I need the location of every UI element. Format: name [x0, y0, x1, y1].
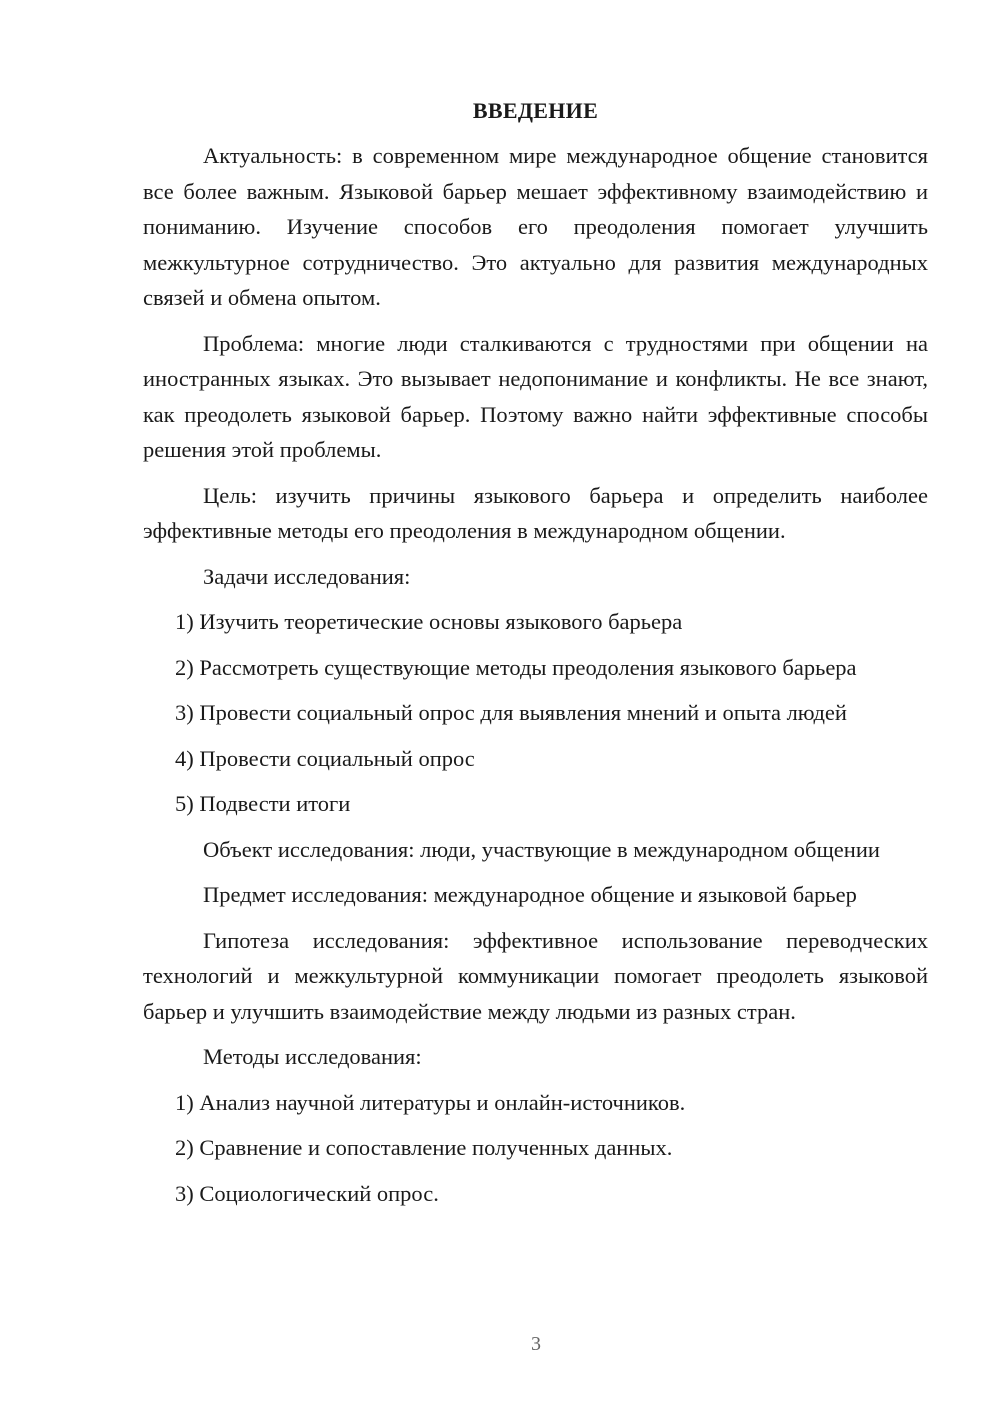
- task-item: 3) Провести социальный опрос для выявления мнений и опыта людей: [175, 700, 847, 725]
- subject-paragraph: Предмет исследования: международное общение и языковой барьер: [203, 882, 857, 907]
- object-paragraph: Объект исследования: люди, участвующие в международном общении: [203, 836, 880, 862]
- hypothesis-paragraph: Гипотеза исследования: эффективное использование переводческих технологий и межкультурной коммуникации помогает преодолеть языковой барьер и улучшить взаимодействие между людьми из разных стран.: [143, 927, 928, 1024]
- task-item: 1) Изучить теоретические основы языкового барьера: [175, 609, 683, 634]
- task-item: 4) Провести социальный опрос: [175, 745, 475, 771]
- methods-heading: Методы исследования:: [203, 1044, 422, 1069]
- relevance-paragraph: Актуальность: в современном мире международное общение становится все более важным. Языковой барьер мешает эффективному взаимодействию и пониманию. Изучение способов его преодоления помогает улучшить межкультурное сотрудничество. Это актуально для развития международных связей и обмена опытом.: [143, 143, 928, 310]
- page-number: 3: [531, 1333, 541, 1355]
- method-item: 3) Социологический опрос.: [175, 1180, 439, 1206]
- problem-paragraph: Проблема: многие люди сталкиваются с трудностями при общении на иностранных языках. Это вызывает недопонимание и конфликты. Не все знают, как преодолеть языковой барьер. Поэтому важно найти эффективные способы решения этой проблемы.: [143, 330, 928, 462]
- page-content: [143, 96, 928, 1221]
- section-title: ВВЕДЕНИЕ: [472, 98, 599, 123]
- task-item: 5) Подвести итоги: [175, 791, 351, 816]
- method-item: 2) Сравнение и сопоставление полученных данных.: [175, 1135, 673, 1160]
- method-item: 1) Анализ научной литературы и онлайн-источников.: [175, 1089, 686, 1115]
- goal-paragraph: Цель: изучить причины языкового барьера и определить наиболее эффективные методы его преодоления в международном общении.: [143, 482, 928, 543]
- task-item: 2) Рассмотреть существующие методы преодоления языкового барьера: [175, 654, 857, 680]
- tasks-heading: Задачи исследования:: [203, 563, 411, 589]
